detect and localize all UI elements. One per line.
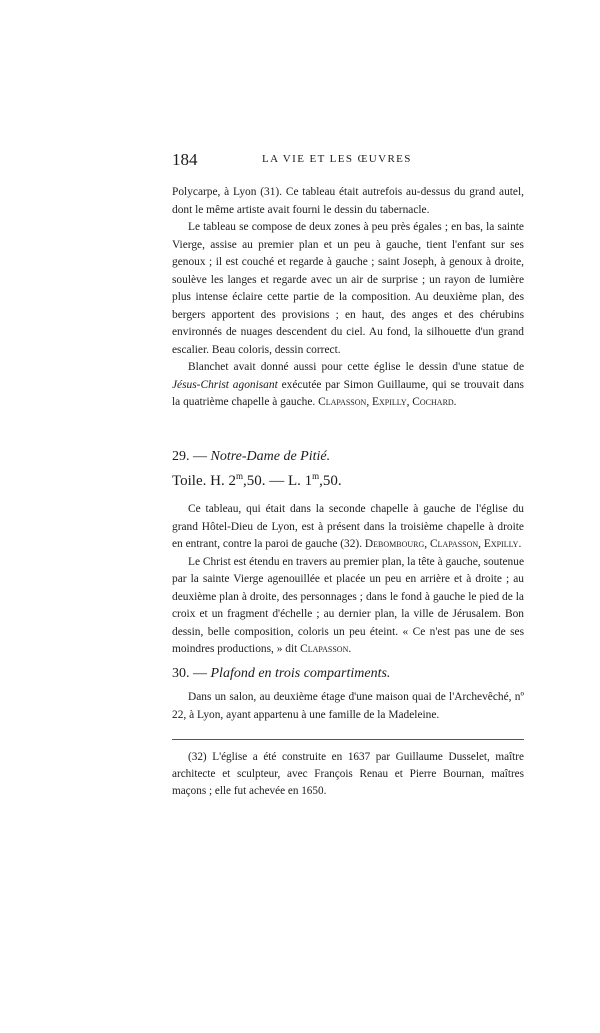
artwork-title-italic: Jésus-Christ agonisant <box>172 378 278 391</box>
text-run: Blanchet avait donné aussi pour cette église le dessin d'une statue de <box>188 361 524 373</box>
running-title: LA VIE ET LES ŒUVRES <box>262 153 412 165</box>
entry-30-heading <box>172 666 390 682</box>
continued-entry-text <box>172 184 524 412</box>
entry-30-text <box>172 689 524 724</box>
paragraph: Polycarpe, à Lyon (31). Ce tableau était autrefois au-dessus du grand autel, dont le même artiste avait fourni le dessin du tabernacle. <box>172 186 524 216</box>
entry-number: 29. — <box>172 449 207 464</box>
paragraph: Dans un salon, au deuxième étage d'une maison quai de l'Archevêché, nº 22, à Lyon, ayant appartenu à une famille de la Madeleine. <box>172 691 524 721</box>
entry-29-dimensions <box>172 471 342 490</box>
footnote-text: (32) L'église a été construite en 1637 par Guillaume Dusselet, maître architecte et sculpteur, avec François Renau et Pierre Bournan, maîtres maçons ; elle fut achevée en 1650. <box>172 751 524 797</box>
page-number: 184 <box>172 150 198 169</box>
unit-superscript: m <box>312 471 320 481</box>
entry-title: Plafond en trois compartiments. <box>210 666 391 681</box>
text-run: exécutée par Simon Guillaume, qui se trouvait dans la quatrième chapelle à gauche. <box>172 378 524 408</box>
dimension-text: ,50. <box>319 473 342 489</box>
source-citation: Clapasson, Expilly, Cochard. <box>318 396 457 408</box>
entry-number: 30. — <box>172 666 207 681</box>
footnote-divider <box>172 739 524 740</box>
text-run: Ce tableau, qui était dans la seconde chapelle à gauche de l'église du grand Hôtel-Dieu de Lyon, est à présent dans la troisième chapelle à droite en entrant, contre la paroi de gauche (32). <box>172 503 524 550</box>
entry-title: Notre-Dame de Pitié. <box>210 449 331 464</box>
dimension-text: Toile. H. 2 <box>172 473 236 489</box>
unit-superscript: m <box>235 471 243 481</box>
entry-29-heading <box>172 449 330 465</box>
dimension-text: ,50. — L. 1 <box>242 473 313 489</box>
paragraph <box>172 359 524 412</box>
page-header <box>172 150 524 170</box>
text-run: Le Christ est étendu en travers au premier plan, la tête à gauche, soutenue par la sainte Vierge agenouillée et placée un peu en arrière et à droite ; au deuxième plan à droite, des personnages ; dans le fond à gauche le pied de la croix et un fragment d'échelle ; au dernier plan, la ville de Jérusalem. Bon dessin, belle composition, coloris un peu éteint. « Ce n'est pas une de ses moindres productions, » dit <box>172 555 524 655</box>
footnote <box>172 749 524 800</box>
source-citation: Debombourg, Clapasson, Expilly. <box>364 538 522 550</box>
source-citation: Clapasson. <box>300 643 352 655</box>
paragraph <box>172 554 524 659</box>
paragraph <box>172 501 524 554</box>
paragraph: Le tableau se compose de deux zones à peu près égales ; en bas, la sainte Vierge, assise au premier plan et un peu à gauche, tient l'enfant sur ses genoux ; il est couché et regarde à gauche ; saint Joseph, à genoux à droite, soulève les langes et regarde avec un air de surprise ; un rayon de lumière plus intense éclaire cette partie de la composition. Au deuxième plan, des bergers apportent des provisions ; en haut, des anges et des chérubins environnés de nuages descendent du ciel. Au fond, la silhouette d'un grand escalier. Beau coloris, dessin correct. <box>172 221 524 356</box>
entry-29-text <box>172 501 524 659</box>
